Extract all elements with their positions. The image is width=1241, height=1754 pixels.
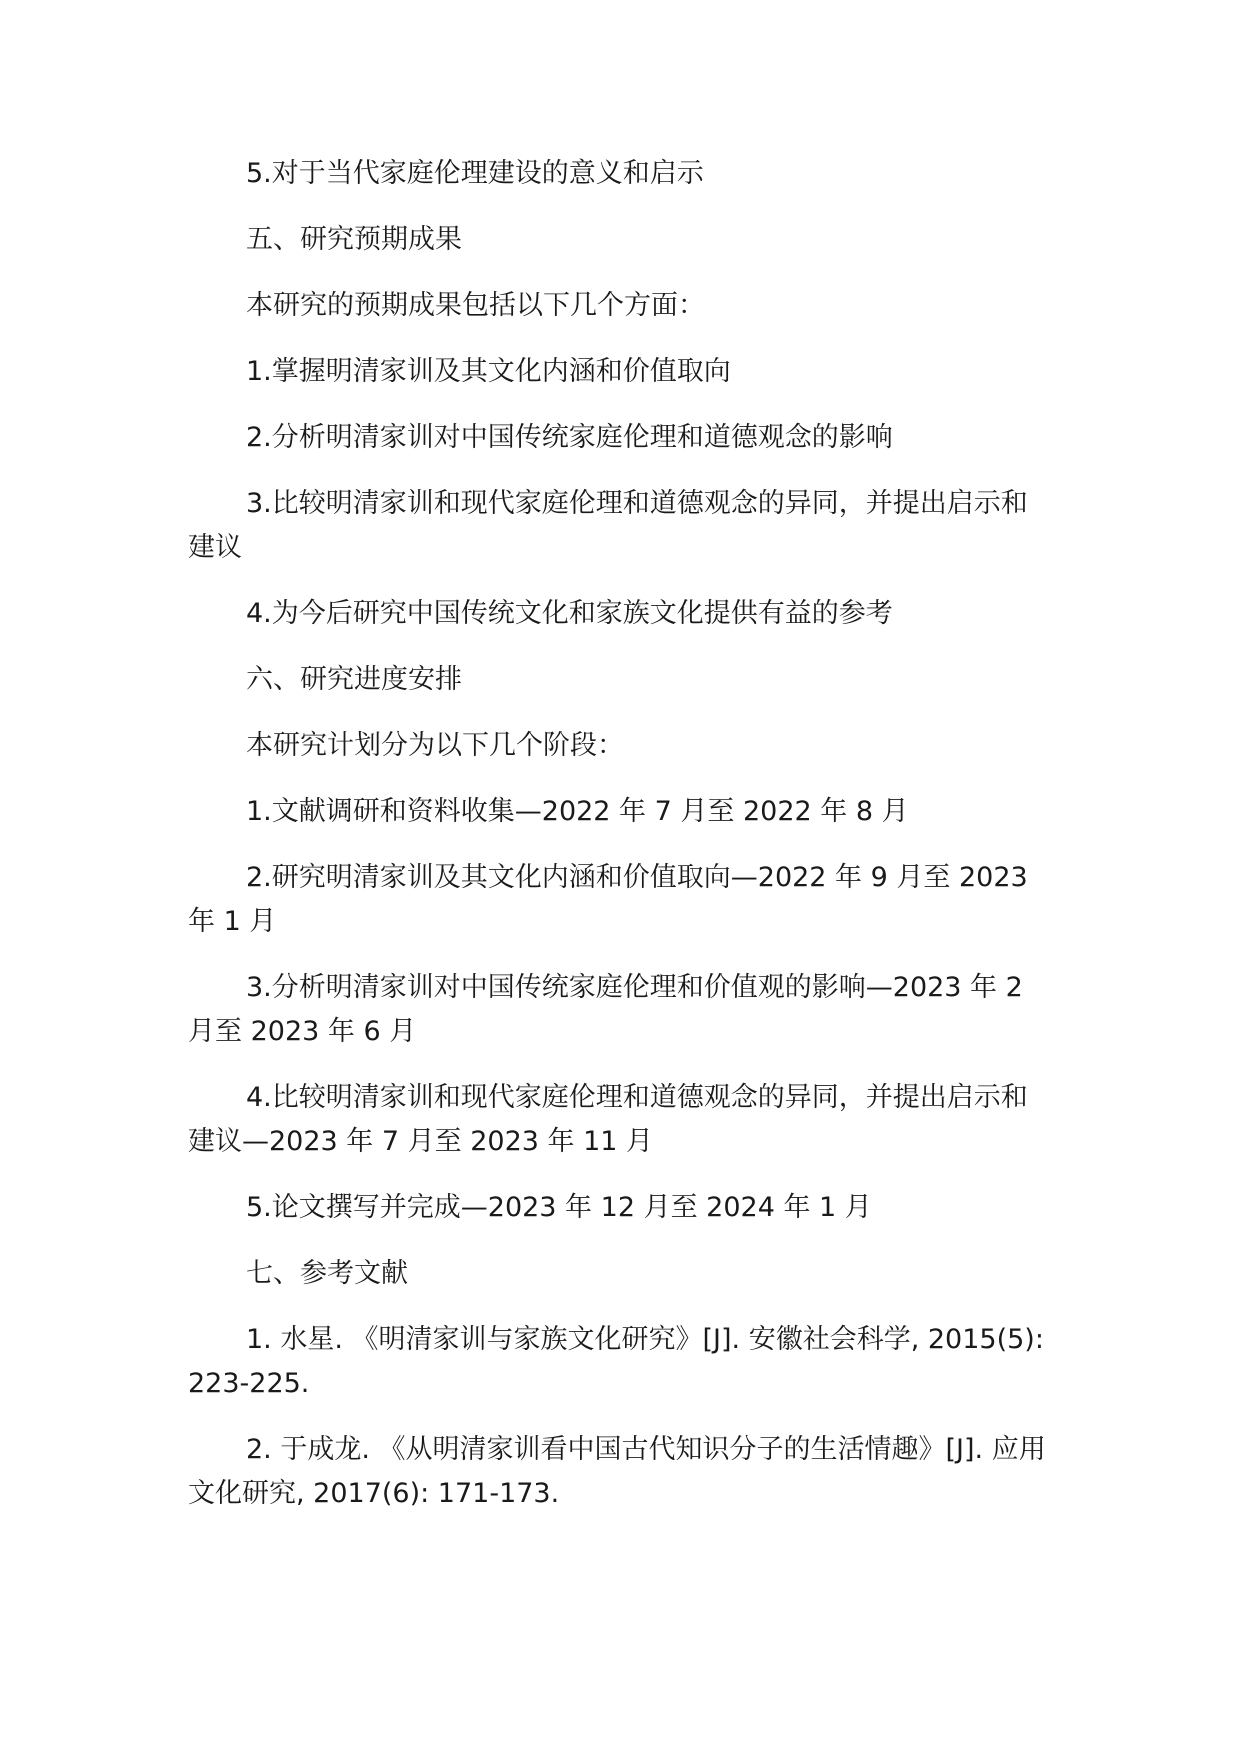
list-item-stage-1: 1.文献调研和资料收集—2022 年 7 月至 2022 年 8 月 bbox=[246, 796, 909, 827]
intro-expected-results: 本研究的预期成果包括以下几个方面： bbox=[246, 290, 705, 321]
document-body bbox=[188, 152, 1050, 1538]
list-item-stage-4: 4.比较明清家训和现代家庭伦理和道德观念的异同，并提出启示和建议—2023 年 7 月至 2023 年 11 月 bbox=[188, 1082, 1028, 1157]
list-item-stage-2: 2.研究明清家训及其文化内涵和价值取向—2022 年 9 月至 2023 年 1 月 bbox=[188, 862, 1028, 937]
reference-item-2: 2. 于成龙. 《从明清家训看中国古代知识分子的生活情趣》[J]. 应用文化研究, 2017(6): 171-173. bbox=[188, 1434, 1046, 1509]
list-item-stage-5: 5.论文撰写并完成—2023 年 12 月至 2024 年 1 月 bbox=[246, 1192, 872, 1223]
section-heading-schedule: 六、研究进度安排 bbox=[246, 664, 462, 695]
section-heading-expected-results: 五、研究预期成果 bbox=[246, 224, 462, 255]
reference-item-1: 1. 水星. 《明清家训与家族文化研究》[J]. 安徽社会科学, 2015(5): 223-225. bbox=[188, 1324, 1044, 1399]
section-heading-references: 七、参考文献 bbox=[246, 1258, 408, 1289]
list-item-result-3: 3.比较明清家训和现代家庭伦理和道德观念的异同，并提出启示和建议 bbox=[188, 488, 1028, 563]
list-item-result-2: 2.分析明清家训对中国传统家庭伦理和道德观念的影响 bbox=[246, 422, 893, 453]
list-item-stage-3: 3.分析明清家训对中国传统家庭伦理和价值观的影响—2023 年 2 月至 2023 年 6 月 bbox=[188, 972, 1023, 1047]
list-item-result-1: 1.掌握明清家训及其文化内涵和价值取向 bbox=[246, 356, 731, 387]
list-item-significance: 5.对于当代家庭伦理建设的意义和启示 bbox=[246, 158, 704, 189]
intro-schedule: 本研究计划分为以下几个阶段： bbox=[246, 730, 624, 761]
list-item-result-4: 4.为今后研究中国传统文化和家族文化提供有益的参考 bbox=[246, 598, 893, 629]
